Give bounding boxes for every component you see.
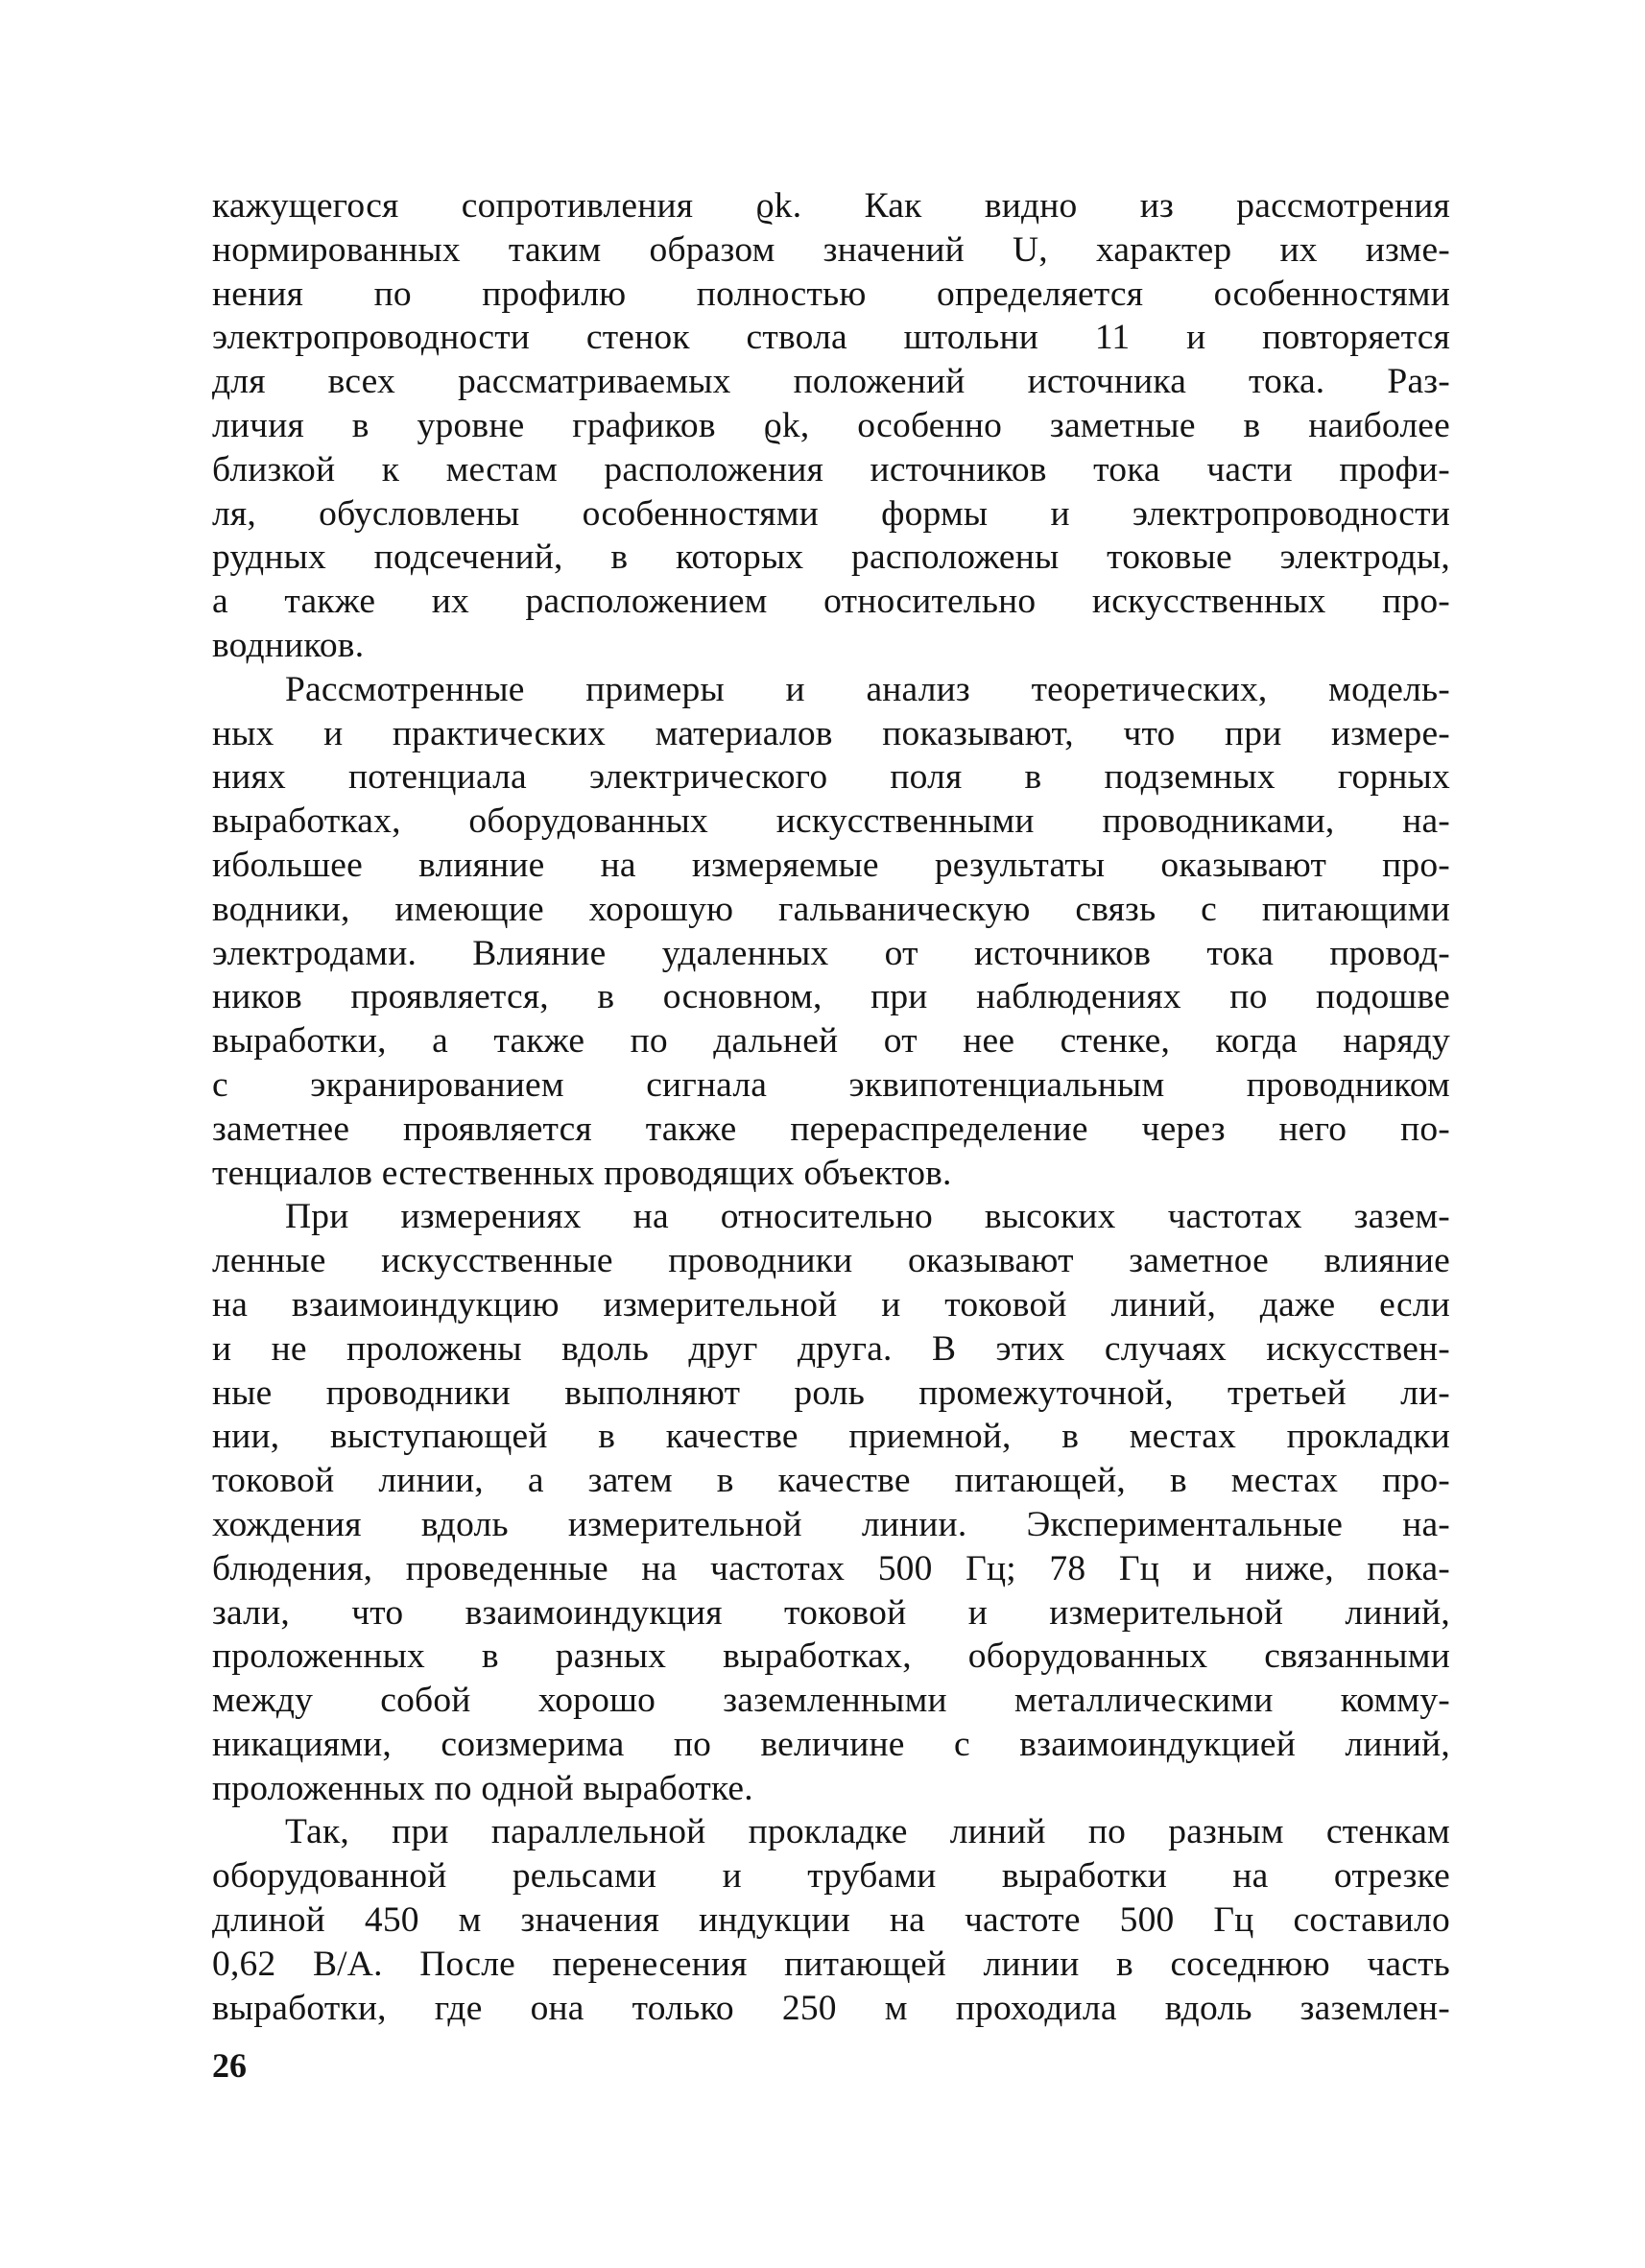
text-line: хождения вдоль измерительной линии. Экспериментальные на- [212, 1504, 1450, 1544]
text-line: на взаимоиндукцию измерительной и токовой линий, даже если [212, 1284, 1450, 1325]
document-page [212, 184, 1450, 2030]
text-line: ля, обусловлены особенностями формы и электропроводности [212, 493, 1450, 534]
text-line: и не проложены вдоль друг друга. В этих случаях искусствен- [212, 1328, 1450, 1369]
text-line: для всех рассматриваемых положений источника тока. Раз- [212, 362, 1450, 402]
text-line: ибольшее влияние на измеряемые результаты оказывают про- [212, 845, 1450, 885]
text-line: электропроводности стенок ствола штольни 11 и повторяется [212, 318, 1450, 358]
text-line: нормированных таким образом значений U, характер их изме- [212, 229, 1450, 270]
text-line: личия в уровне графиков ϱk, особенно заметные в наиболее [212, 405, 1450, 445]
text-line: между собой хорошо заземленными металлическими комму- [212, 1681, 1450, 1721]
text-line: рудных подсечений, в которых расположены токовые электроды, [212, 537, 1450, 578]
page-number: 26 [212, 2046, 247, 2085]
text-line: оборудованной рельсами и трубами выработки на отрезке [212, 1856, 1450, 1897]
text-line: ленные искусственные проводники оказывают заметное влияние [212, 1241, 1450, 1281]
text-line: проложенных по одной выработке. [212, 1768, 753, 1808]
text-line: выработки, а также по дальней от нее стенке, когда наряду [212, 1021, 1450, 1062]
text-line: а также их расположением относительно искусственных про- [212, 582, 1450, 622]
text-line: ников проявляется, в основном, при наблюдениях по подошве [212, 977, 1450, 1017]
text-line: выработки, где она только 250 м проходила вдоль заземлен- [212, 1988, 1450, 2028]
text-line: токовой линии, а затем в качестве питающей, в местах про- [212, 1461, 1450, 1501]
text-line: зали, что взаимоиндукция токовой и измерительной линий, [212, 1592, 1450, 1633]
text-line: При измерениях на относительно высоких частотах зазем- [285, 1197, 1450, 1237]
text-line: проложенных в разных выработках, оборудованных связанными [212, 1636, 1450, 1677]
text-line: нения по профилю полностью определяется особенностями [212, 274, 1450, 314]
text-line: Так, при параллельной прокладке линий по разным стенкам [285, 1812, 1450, 1852]
text-line: с экранированием сигнала эквипотенциальным проводником [212, 1064, 1450, 1105]
text-line: ные проводники выполняют роль промежуточной, третьей ли- [212, 1373, 1450, 1413]
text-line: Рассмотренные примеры и анализ теоретических, модель- [285, 669, 1450, 709]
paragraph-1 [212, 184, 1450, 668]
text-line: кажущегося сопротивления ϱk. Как видно из рассмотрения [212, 186, 1450, 226]
text-line: ных и практических материалов показывают, что при измере- [212, 713, 1450, 753]
text-line: блюдения, проведенные на частотах 500 Гц; 78 Гц и ниже, пока- [212, 1548, 1450, 1588]
text-line: водники, имеющие хорошую гальваническую связь с питающими [212, 889, 1450, 929]
paragraph-4 [212, 1810, 1450, 2030]
text-line: водников. [212, 625, 365, 665]
paragraph-3 [212, 1195, 1450, 1810]
text-line: электродами. Влияние удаленных от источников тока провод- [212, 933, 1450, 973]
text-line: заметнее проявляется также перераспределение через него по- [212, 1109, 1450, 1149]
text-line: тенциалов естественных проводящих объектов. [212, 1153, 952, 1193]
text-line: выработках, оборудованных искусственными проводниками, на- [212, 801, 1450, 842]
text-line: ниях потенциала электрического поля в подземных горных [212, 757, 1450, 798]
text-line: 0,62 В/А. После перенесения питающей линии в соседнюю часть [212, 1944, 1450, 1984]
paragraph-2 [212, 668, 1450, 1196]
text-line: близкой к местам расположения источников тока части профи- [212, 449, 1450, 489]
text-line: длиной 450 м значения индукции на частоте 500 Гц составило [212, 1900, 1450, 1941]
text-line: никациями, соизмерима по величине с взаимоиндукцией линий, [212, 1724, 1450, 1764]
text-line: нии, выступающей в качестве приемной, в местах прокладки [212, 1417, 1450, 1457]
